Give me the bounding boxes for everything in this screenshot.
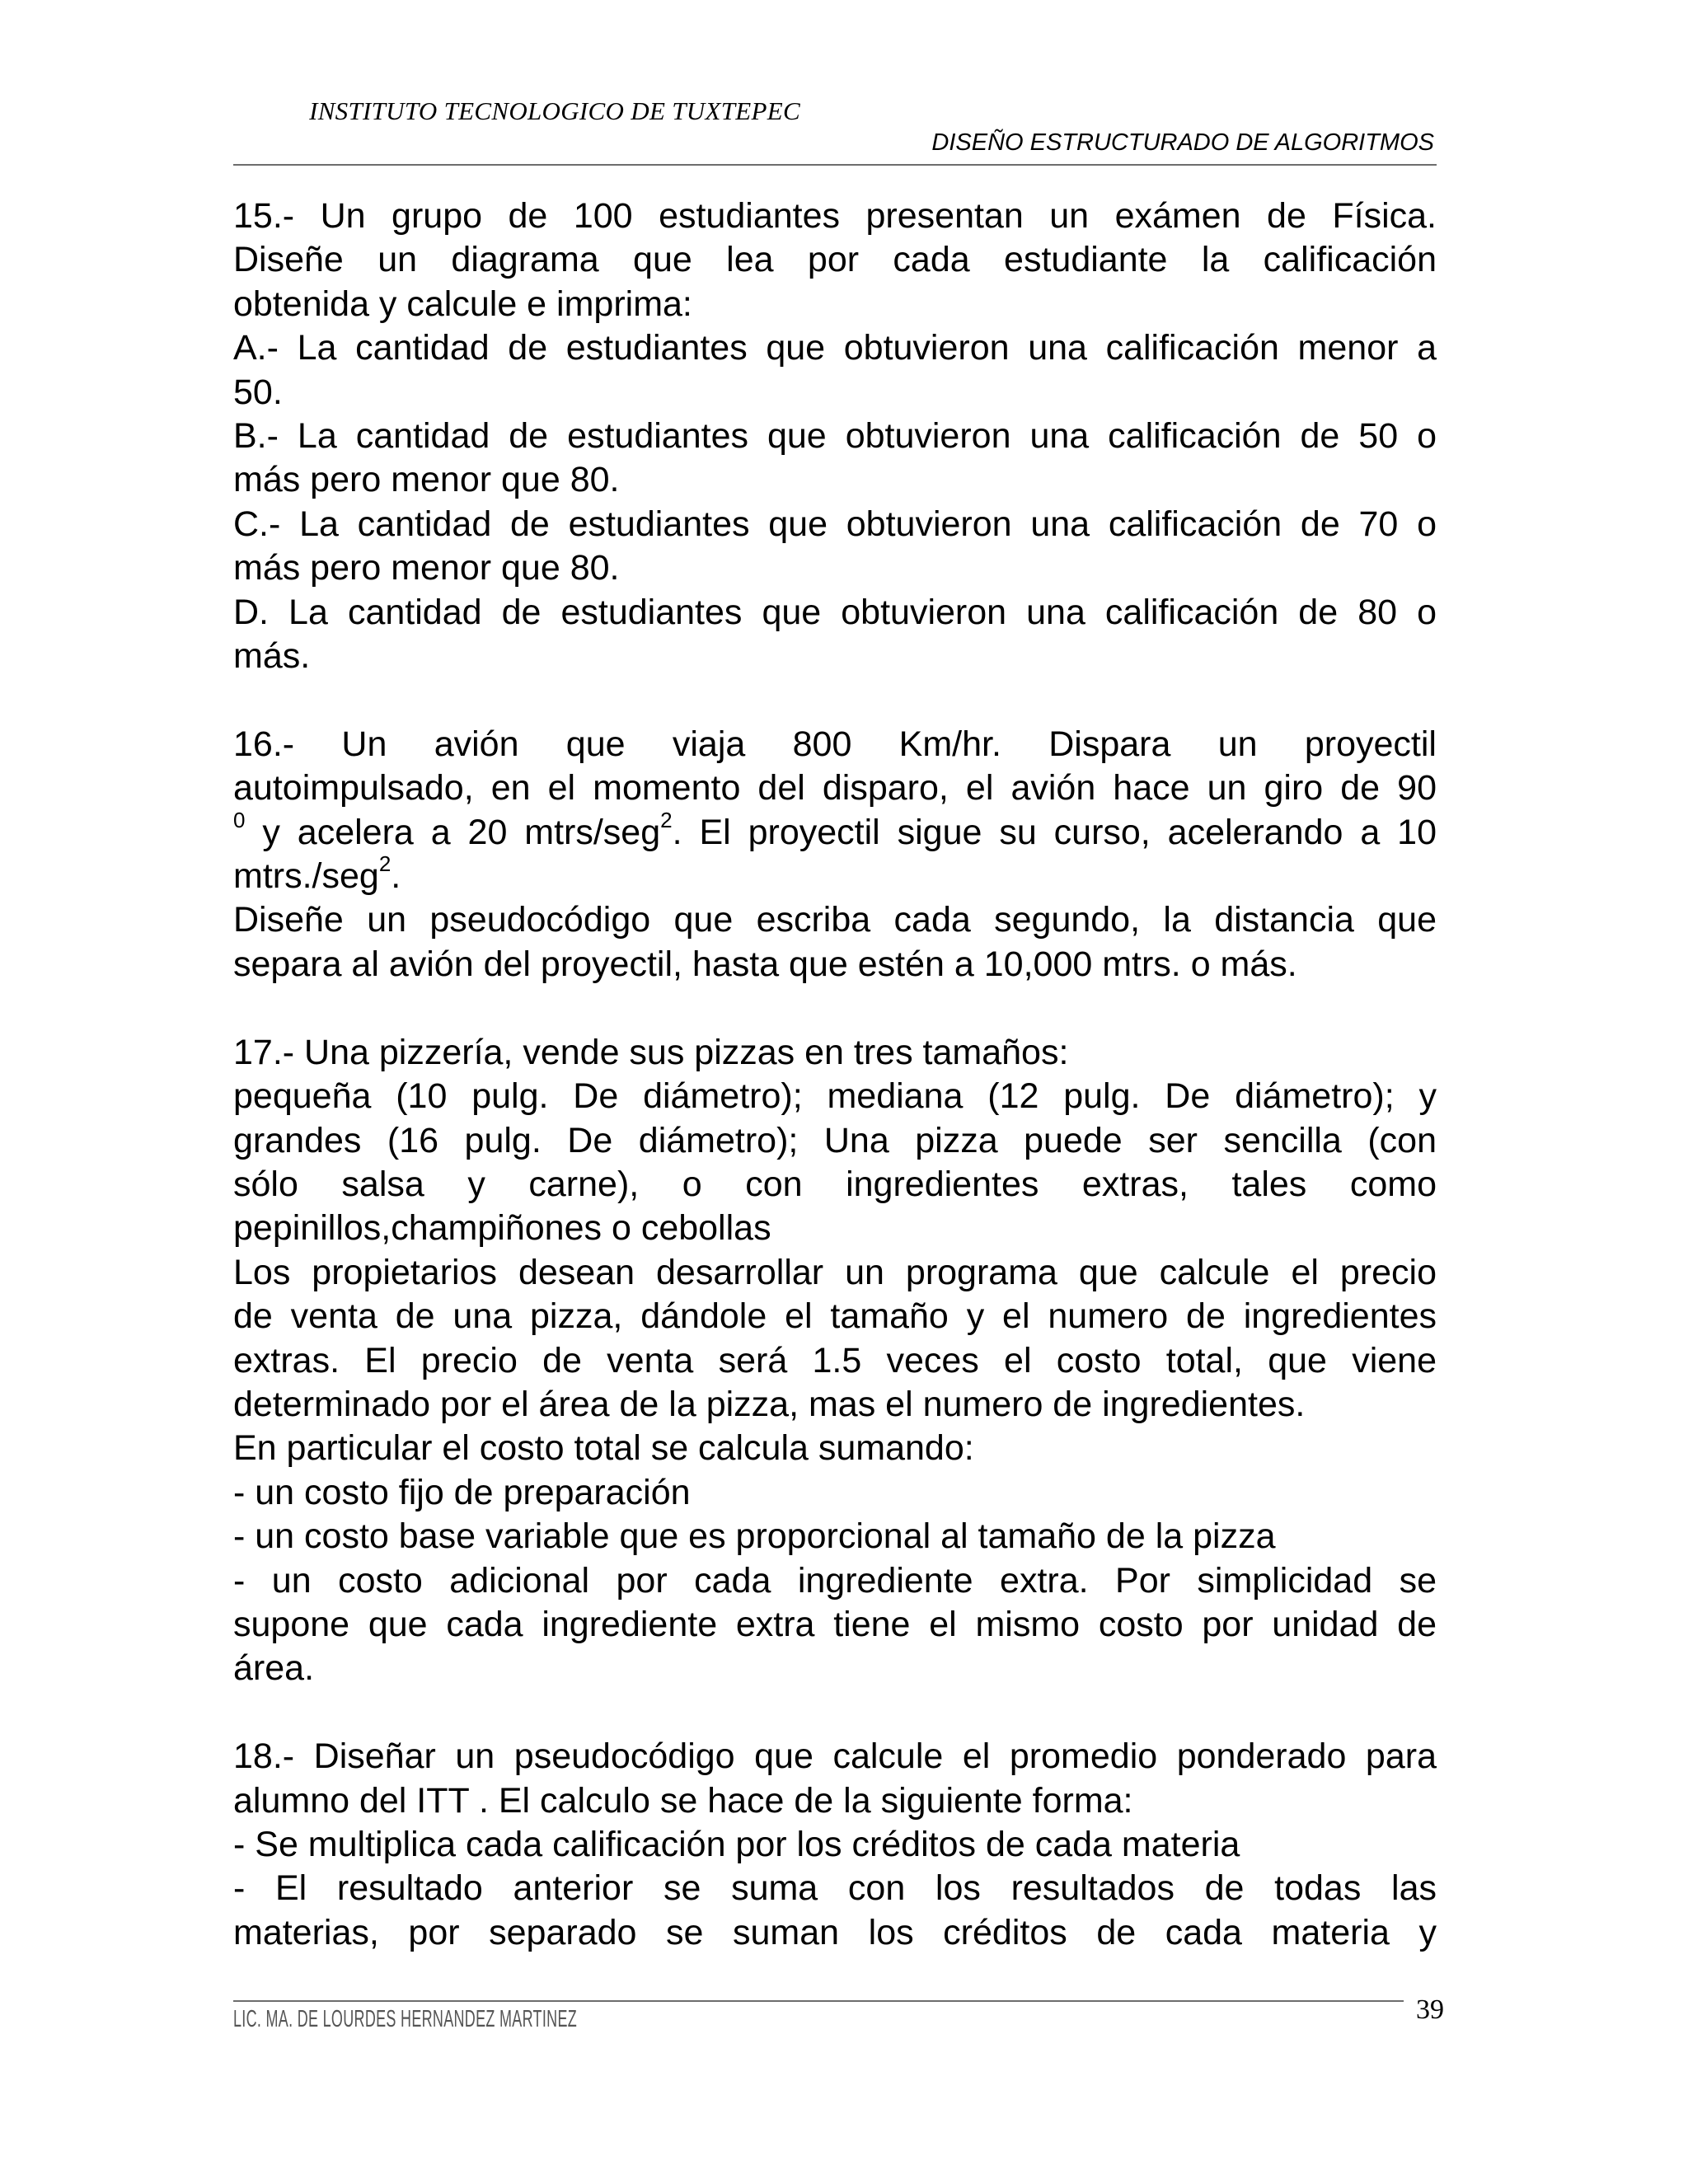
squared-superscript: 2 [660, 807, 673, 832]
document-body [233, 194, 1437, 1955]
text-line: 18.- Diseñar un pseudocódigo que calcule el promedio ponderado para [233, 1736, 1437, 1777]
text-line: pepinillos,champiñones o cebollas [233, 1208, 771, 1249]
text-line: supone que cada ingrediente extra tiene el mismo costo por unidad de [233, 1604, 1437, 1644]
text-line: - Se multiplica cada calificación por los créditos de cada materia [233, 1824, 1240, 1864]
text-line: determinado por el área de la pizza, mas el numero de ingredientes. [233, 1384, 1306, 1424]
text-line: más pero menor que 80. [233, 460, 620, 500]
text-line: autoimpulsado, en el momento del disparo, el avión hace un giro de 90 [233, 768, 1437, 808]
header-course: DISEÑO ESTRUCTURADO DE ALGORITMOS [931, 129, 1434, 156]
header-rule [233, 164, 1437, 166]
text-line: 50. [233, 372, 283, 412]
problem-16 [233, 723, 1437, 987]
page-number: 39 [1416, 1994, 1444, 2025]
text-line: Diseñe un pseudocódigo que escriba cada segundo, la distancia que [233, 900, 1437, 940]
text-line: de venta de una pizza, dándole el tamaño y el numero de ingredientes [233, 1296, 1437, 1337]
paragraph-gap [233, 678, 1437, 722]
footer-author: LIC. MA. DE LOURDES HERNANDEZ MARTINEZ [233, 2006, 578, 2032]
text-span: y acelera a 20 mtrs/seg [245, 812, 661, 852]
squared-superscript: 2 [378, 851, 392, 877]
text-line: 15.- Un grupo de 100 estudiantes presentan un exámen de Física. [233, 196, 1437, 236]
text-line: obtenida y calcule e imprima: [233, 284, 692, 324]
text-line: - un costo adicional por cada ingrediente extra. Por simplicidad se [233, 1560, 1437, 1601]
text-line: Diseñe un diagrama que lea por cada estudiante la calificación [233, 240, 1437, 280]
paragraph-gap [233, 1691, 1437, 1735]
text-span: . El proyectil sigue su curso, acelerando a 10 [672, 812, 1437, 852]
problem-18 [233, 1735, 1437, 1955]
text-line: sólo salsa y carne), o con ingredientes extras, tales como [233, 1164, 1437, 1204]
text-line: Los propietarios desean desarrollar un programa que calcule el precio [233, 1252, 1437, 1292]
problem-15 [233, 194, 1437, 678]
text-line: separa al avión del proyectil, hasta que estén a 10,000 mtrs. o más. [233, 944, 1297, 984]
text-line: alumno del ITT . El calculo se hace de la siguiente forma: [233, 1780, 1133, 1821]
text-line: En particular el costo total se calcula sumando: [233, 1428, 974, 1469]
degree-superscript: 0 [233, 807, 246, 832]
text-line: más pero menor que 80. [233, 548, 620, 588]
text-line: - un costo base variable que es proporcional al tamaño de la pizza [233, 1516, 1276, 1557]
text-line: - El resultado anterior se suma con los resultados de todas las [233, 1868, 1437, 1909]
text-line: 17.- Una pizzería, vende sus pizzas en tres tamaños: [233, 1032, 1069, 1072]
header-institute: INSTITUTO TECNOLOGICO DE TUXTEPEC [309, 96, 800, 125]
text-line: C.- La cantidad de estudiantes que obtuvieron una calificación de 70 o [233, 504, 1437, 544]
text-line: - un costo fijo de preparación [233, 1472, 691, 1512]
text-line [233, 851, 1437, 898]
text-line: 16.- Un avión que viaja 800 Km/hr. Dispara un proyectil [233, 724, 1437, 764]
problem-17 [233, 1031, 1437, 1691]
text-line: más. [233, 636, 311, 677]
text-line: materias, por separado se suman los créditos de cada materia y [233, 1912, 1437, 1952]
text-line: pequeña (10 pulg. De diámetro); mediana (12 pulg. De diámetro); y [233, 1076, 1437, 1117]
text-line: A.- La cantidad de estudiantes que obtuvieron una calificación menor a [233, 328, 1437, 368]
text-line: extras. El precio de venta será 1.5 veces el costo total, que viene [233, 1340, 1437, 1380]
text-line: D. La cantidad de estudiantes que obtuvieron una calificación de 80 o [233, 592, 1437, 632]
text-line: B.- La cantidad de estudiantes que obtuvieron una calificación de 50 o [233, 416, 1437, 457]
text-line: área. [233, 1648, 315, 1689]
text-line: grandes (16 pulg. De diámetro); Una pizza puede ser sencilla (con [233, 1120, 1437, 1160]
text-line [233, 807, 1437, 855]
text-span: mtrs./seg [233, 856, 379, 897]
paragraph-gap [233, 987, 1437, 1030]
text-span: . [391, 856, 401, 897]
footer-rule [233, 2000, 1404, 2002]
